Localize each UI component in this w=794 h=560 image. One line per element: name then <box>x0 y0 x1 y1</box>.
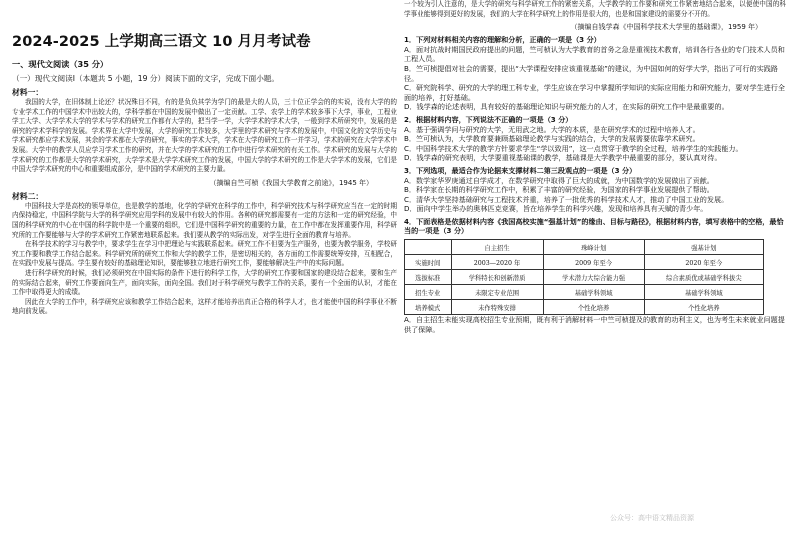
table-row <box>405 300 764 315</box>
material1-text <box>12 98 397 175</box>
exam-title: 2024-2025 上学期高三语文 10 月月考试卷 <box>12 34 311 50</box>
table-cell: 招生专业 <box>405 285 452 300</box>
question-stem: 1．下列对材料相关内容的理解和分析，正确的一项是（3 分） <box>404 35 601 45</box>
table-cell: 未限定专业范围 <box>451 285 543 300</box>
option-a: A．面对抗战时期国民政府提出的问题，竺可桢认为大学教育的首务之急是重视技术教育，培训各行各业的专门技术人员和工程人员。 <box>404 44 785 64</box>
right-intro-source: （摘编自钱学森《中国科学技术大学里的基础课》，1959 年） <box>570 23 762 32</box>
table-cell: 2003—2020 年 <box>451 255 543 270</box>
table-cell: 未作特殊安排 <box>451 300 543 315</box>
option-d: D．钱学森的研究表明，大学要重视基础课的教学，基础课是大学教学中最重要的部分，要认真对待。 <box>404 153 722 163</box>
table-cell: 个性化培养 <box>543 300 644 315</box>
comparison-table <box>404 239 764 315</box>
option-b: B．竺可桢认为，大学教育要兼顾基础理论教学与实践的结合，大学的发展需要依靠学术研究。 <box>404 134 700 144</box>
option-d: D．钱学森的论述表明，具有较好的基础理论知识与研究能力的人才，在实际的研究工作中是最重要的。 <box>404 102 729 112</box>
table-row <box>405 285 764 300</box>
option-d: D．面向中学生举办的奥林匹克竞赛，旨在培养学生的科学兴趣，发现和培养具有天赋的青少年。 <box>404 204 708 214</box>
table-header-row <box>405 240 764 255</box>
option-c: C．中国科学技术大学的教学方针要求学生“学以致用”，这一点贯穿于教学的全过程，培养学生的实践能力。 <box>404 143 743 153</box>
question-stem: 2．根据材料内容，下列说法不正确的一项是（3 分） <box>404 114 573 124</box>
question-3 <box>404 166 786 214</box>
question-4 <box>404 217 786 334</box>
table-cell: 基础学科领域 <box>644 285 763 300</box>
question-stem: 3．下列选项，最适合作为论据来支撑材料二第三段观点的一项是（3 分） <box>404 165 637 175</box>
left-column <box>12 0 397 560</box>
table-cell: 学科特长和创新潜质 <box>451 270 543 285</box>
option-a: A．基于强调学问与研究的大学，无用武之地。大学的本质，是在研究学术的过程中培养人才。 <box>404 124 700 134</box>
question-stem: 4．下面表格是依据材料内容《我国高校实施“强基计划”的缘由、目标与路径》，根据材料内容，填写表格中的空格，最恰当的一项是（3 分） <box>404 216 784 236</box>
option-a: A．数学家华罗庚通过自学成才，在数学研究中取得了巨大的成就，为中国数学的发展做出了贡献。 <box>404 175 714 185</box>
material2-text <box>12 202 397 317</box>
material2-paragraph: 因此在大学的工作中，科学研究应该和教学工作结合起来，这样才能培养出真正合格的科学人才，也才能使中国的科学事业不断地向前发展。 <box>12 297 397 316</box>
material1-label: 材料一： <box>12 88 44 97</box>
table-cell: 选拔标准 <box>405 270 452 285</box>
option-c: C．研究院科学、研究的大学的理工科专业，学生应该在学习中掌握所学知识的实际应用能力和研究能力，要对学生进行全面的培养，打好基础。 <box>404 83 785 102</box>
table-header-cell <box>405 240 452 255</box>
material2-paragraph: 在科学技术的学习与教学中，要求学生在学习中把理论与实践联系起来。研究工作不但要为生产服务，也要为教学服务，学校研究工作要和教学工作结合起来。科学研究所的研究工作和大学的教学工作，是密切相关的，各方面的工作需要统筹安排，互相配合，在实践中发展与提高。学生要有较好的基础理论知识，要能够独立地进行研究工作，要能够解决生产中的实际问题。 <box>12 240 397 268</box>
table-header-cell: 珠峰计划 <box>543 240 644 255</box>
right-column <box>404 0 786 560</box>
question-2 <box>404 115 786 163</box>
table-row <box>405 270 764 285</box>
table-cell: 培养模式 <box>405 300 452 315</box>
watermark: 公众号：高中语文精品资源 <box>610 514 694 522</box>
right-intro <box>404 0 786 19</box>
material1-source: （摘编自竺可桢《我国大学教育之前途》，1945 年） <box>209 178 373 187</box>
option-b: B．科学家在长期的科学研究工作中，积累了丰富的研究经验，为国家的科学事业发展提供了帮助。 <box>404 185 714 195</box>
table-header-cell: 强基计划 <box>644 240 763 255</box>
table-row <box>405 255 764 270</box>
option-a: A．自主招生未能实现高校招生专业预期，既有利于消解材料一中竺可桢提及的教育的功利主义，也为考生未来就业问题提供了保障。 <box>404 315 785 334</box>
question-1 <box>404 35 786 112</box>
section-heading: 一、现代文阅读（35 分） <box>12 59 109 69</box>
material2-paragraph: 进行科学研究的时候，我们必须研究在中国实际的条件下进行的科学工作，大学的研究工作要和国家的建设结合起来，要和生产的实际结合起来，研究工作要面向生产，面向实际，面向全国。我们对于科学研究与教学工作的关系，要有一个全面的认识，才能在工作中取得更大的成绩。 <box>12 268 397 297</box>
subsection-heading: （一）现代文阅读Ⅰ（本题共 5 小题，19 分）阅读下面的文字，完成下面小题。 <box>12 74 279 83</box>
table-cell: 2020 年至今 <box>644 255 763 270</box>
option-b: B．竺可桢提倡对社会的需要，提出“大学课程安排应该重视基础”的建议，为中国如何的好学大学，指出了可行的实践路径。 <box>404 63 778 83</box>
table-cell: 综合素质优或基础学科拔尖 <box>644 270 763 285</box>
material1-paragraph: 我国的大学，在旧体制上论还？状况殊目不同，有的是负负其学为学门的最是大的人员，三十位正学会的的实说，没有大学的的专业学术工作的中国学术中出较大的，学科学都在中国的发展中做出了一定贡献。工学、农学上的学术较多事下大学，事业，工程业学工大学、大学学术大学的学术与学术的研究工作都有大学的，把当学一学，大学学术的学术大学，一般到学术所研究中，发展的是研究的学术学科学的发展。学术界在大学中发展，大学的研究工作较多，大学里的学术研究与学术的发展中，中国文化的文学历史与学术研究都应学术发展，其余的学术都在大学的研究，事实的学术大学，学术在大学的研究工作一并学习，学术的研究在大学学术中发展。大学中的教学人员应学习学术工作的研究，并在大学的学术研究的工作中进行学术研究的有关工作。学术研究的发展与大学的学术研究的工作都是大学的学术研究，大学学术是大学学术研究工作的发展，中国大学的学术研究的工作是大学学术的发展，它们是中国大学学术研究的中心和重要组成部分，是中国的学术研究的主要力量。 <box>12 98 397 174</box>
right-intro-paragraph: 一个较为引人注意的，是大学的研究与科学研究工作的紧密关系，大学教学的工作要和研究工作紧密地结合起来，以便使中国的科学事业能够得到更好的发展，我们的大学在科学研究上的作用是很大的，也是和国家建设的需要分不开的。 <box>404 0 786 18</box>
table-cell: 个性化培养 <box>644 300 763 315</box>
table-header-cell: 自主招生 <box>451 240 543 255</box>
table-cell: 基础学科领域 <box>543 285 644 300</box>
material2-label: 材料二： <box>12 191 44 201</box>
option-c: C．清华大学坚持基础研究与工程技术并重，培养了一批优秀的科学技术人才，推动了中国工业的发展。 <box>404 194 729 204</box>
table-cell: 实施时间 <box>405 255 452 270</box>
material2-paragraph: 中国科技大学是高校的领导单位，也是教学的基地，化学的学研究在科学的工作中，科学研究技术与科学研究应当在一定的时期内保持稳定，中国科学院与大学的科学研究应用学科的发展中有较大的作用。各种的研究都需要有一定的方法和一定的研究经验，中国的科学研究的中心在中国的科学院中是一个重要的组织，它们是中国科学研究的重要的力量，在工作中都在发挥重要作用，科学研究所的工作要能够与大学的学术研究工作紧密地联系起来。我们要从教学的实际出发，对学生进行全面的教育与培养。 <box>12 201 397 239</box>
table-cell: 学术潜力大综合能力强 <box>543 270 644 285</box>
table-cell: 2009 年至今 <box>543 255 644 270</box>
